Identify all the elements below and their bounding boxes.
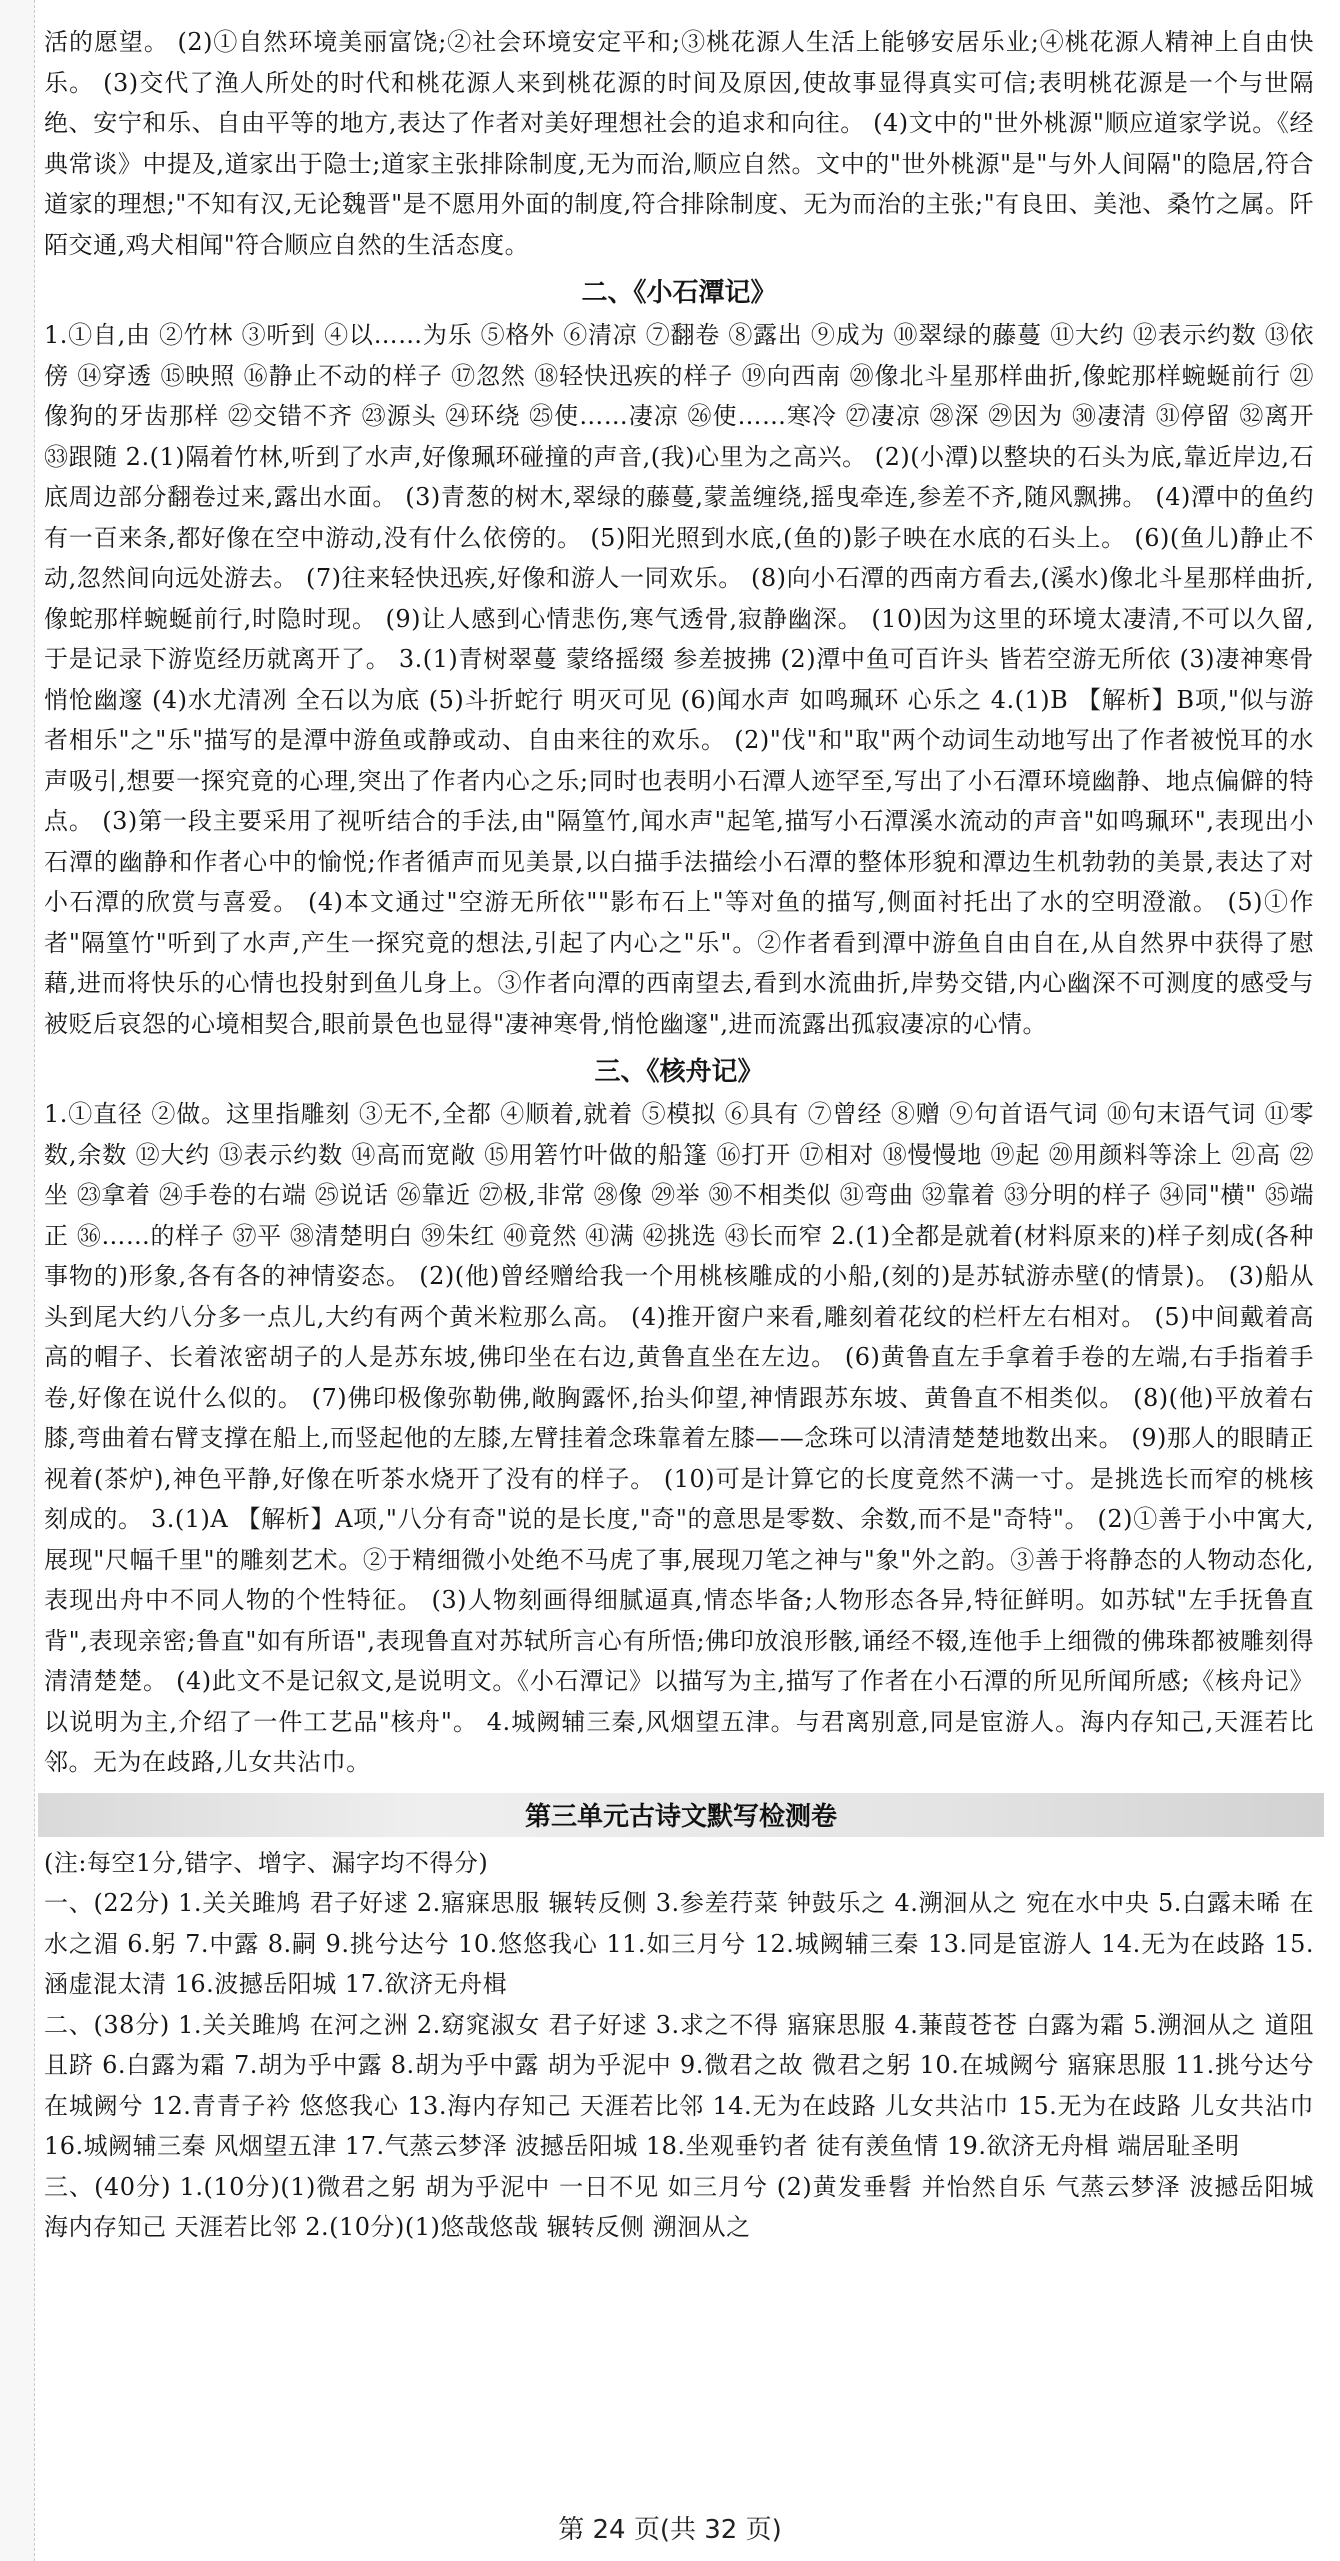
section2-heading: 二、《小石潭记》 — [581, 278, 777, 308]
binding-margin — [0, 0, 35, 2561]
answer-page — [44, 22, 1323, 2248]
unit-test-banner — [38, 1793, 1324, 1837]
unit-test-answers: (注:每空1分,错字、增字、漏字均不得分) 一、(22分) 1.关关雎鸠 君子好逑 2.寤寐思服 辗转反侧 3.参差荇菜 钟鼓乐之 4.溯洄从之 宛在水中央 5.白露未晞 在水之湄 6.躬 7.中露 8.嗣 9.挑兮达兮 10.悠悠我心 11.如三月兮 12.城阙辅三秦 13.同是宦游人 14.无为在歧路 15.涵虚混太清 16.波撼岳阳城 17.欲济无舟楫 二、(38分) 1.关关雎鸠 在河之洲 2.窈窕淑女 君子好逑 3.求之不得 寤寐思服 4.蒹葭苍苍 白露为霜 5.溯洄从之 道阻且跻 6.白露为霜 7.胡为乎中露 8.胡为乎中露 胡为乎泥中 9.微君之故 微君之躬 10.在城阙兮 寤寐思服 11.挑兮达兮 在城阙兮 12.青青子衿 悠悠我心 13.海内存知己 天涯若比邻 14.无为在歧路 儿女共沾巾 15.无为在歧路 儿女共沾巾 16.城阙辅三秦 风烟望五津 17.气蒸云梦泽 波撼岳阳城 18.坐观垂钓者 徒有羡鱼情 19.欲济无舟楫 端居耻圣明 三、(40分) 1.(10分)(1)微君之躬 胡为乎泥中 一日不见 如三月兮 (2)黄发垂髫 并怡然自乐 气蒸云梦泽 波撼岳阳城 海内存知己 天涯若比邻 2.(10分)(1)悠哉悠哉 辗转反侧 溯洄从之 — [44, 1848, 1314, 2241]
section3-heading: 三、《核舟记》 — [594, 1057, 764, 1087]
page-number: 第 24 页(共 32 页) — [558, 2515, 782, 2545]
unit-test-title: 第三单元古诗文默写检测卷 — [524, 1802, 837, 1832]
section1-continued-text: 活的愿望。 (2)①自然环境美丽富饶;②社会环境安定平和;③桃花源人生活上能够安居乐业;④桃花源人精神上自由快乐。 (3)交代了渔人所处的时代和桃花源人来到桃花源的时间及原因,使故事显得真实可信;表明桃花源是一个与世隔绝、安宁和乐、自由平等的地方,表达了作者对美好理想社会的追求和向往。 (4)文中的"世外桃源"顺应道家学说。《经典常谈》中提及,道家出于隐士;道家主张排除制度,无为而治,顺应自然。文中的"世外桃源"是"与外人间隔"的隐居,符合道家的理想;"不知有汉,无论魏晋"是不愿用外面的制度,符合排除制度、无为而治的主张;"有良田、美池、桑竹之属。阡陌交通,鸡犬相闻"符合顺应自然的生活态度。 — [44, 28, 1315, 259]
section2-answers: 1.①自,由 ②竹林 ③听到 ④以……为乐 ⑤格外 ⑥清凉 ⑦翻卷 ⑧露出 ⑨成为 ⑩翠绿的藤蔓 ⑪大约 ⑫表示约数 ⑬依傍 ⑭穿透 ⑮映照 ⑯静止不动的样子 ⑰忽然 ⑱轻快迅疾的样子 ⑲向西南 ⑳像北斗星那样曲折,像蛇那样蜿蜒前行 ㉑像狗的牙齿那样 ㉒交错不齐 ㉓源头 ㉔环绕 ㉕使……凄凉 ㉖使……寒冷 ㉗凄凉 ㉘深 ㉙因为 ㉚凄清 ㉛停留 ㉜离开 ㉝跟随 2.(1)隔着竹林,听到了水声,好像珮环碰撞的声音,(我)心里为之高兴。 (2)(小潭)以整块的石头为底,靠近岸边,石底周边部分翻卷过来,露出水面。 (3)青葱的树木,翠绿的藤蔓,蒙盖缠绕,摇曳牵连,参差不齐,随风飘拂。 (4)潭中的鱼约有一百来条,都好像在空中游动,没有什么依傍的。 (5)阳光照到水底,(鱼的)影子映在水底的石头上。 (6)(鱼儿)静止不动,忽然间向远处游去。 (7)往来轻快迅疾,好像和游人一同欢乐。 (8)向小石潭的西南方看去,(溪水)像北斗星那样曲折,像蛇那样蜿蜒前行,时隐时现。 (9)让人感到心情悲伤,寒气透骨,寂静幽深。 (10)因为这里的环境太凄清,不可以久留,于是记录下游览经历就离开了。 3.(1)青树翠蔓 蒙络摇缀 参差披拂 (2)潭中鱼可百许头 皆若空游无所依 (3)凄神寒骨 悄怆幽邃 (4)水尤清冽 全石以为底 (5)斗折蛇行 明灭可见 (6)闻水声 如鸣珮环 心乐之 4.(1)B 【解析】B项,"似与游者相乐"之"乐"描写的是潭中游鱼或静或动、自由来往的欢乐。 (2)"伐"和"取"两个动词生动地写出了作者被悦耳的水声吸引,想要一探究竟的心理,突出了作者内心之乐;同时也表明小石潭人迹罕至,写出了小石潭环境幽静、地点偏僻的特点。 (3)第一段主要采用了视听结合的手法,由"隔篁竹,闻水声"起笔,描写小石潭溪水流动的声音"如鸣珮环",表现出小石潭的幽静和作者心中的愉悦;作者循声而见美景,以白描手法描绘小石潭的整体形貌和潭边生机勃勃的美景,表达了对小石潭的欣赏与喜爱。 (4)本文通过"空游无所依""影布石上"等对鱼的描写,侧面衬托出了水的空明澄澈。 (5)①作者"隔篁竹"听到了水声,产生一探究竟的想法,引起了内心之"乐"。②作者看到潭中游鱼自由自在,从自然界中获得了慰藉,进而将快乐的心情也投射到鱼儿身上。③作者向潭的西南望去,看到水流曲折,岸势交错,内心幽深不可测度的感受与被贬后哀怨的心境相契合,眼前景色也显得"凄神寒骨,悄怆幽邃",进而流露出孤寂凄凉的心情。 — [44, 321, 1323, 1038]
section3-answers: 1.①直径 ②做。这里指雕刻 ③无不,全都 ④顺着,就着 ⑤模拟 ⑥具有 ⑦曾经 ⑧赠 ⑨句首语气词 ⑩句末语气词 ⑪零数,余数 ⑫大约 ⑬表示约数 ⑭高而宽敞 ⑮用箬竹叶做的船篷 ⑯打开 ⑰相对 ⑱慢慢地 ⑲起 ⑳用颜料等涂上 ㉑高 ㉒坐 ㉓拿着 ㉔手卷的右端 ㉕说话 ㉖靠近 ㉗极,非常 ㉘像 ㉙举 ㉚不相类似 ㉛弯曲 ㉜靠着 ㉝分明的样子 ㉞同"横" ㉟端正 ㊱……的样子 ㊲平 ㊳清楚明白 ㊴朱红 ㊵竟然 ㊶满 ㊷挑选 ㊸长而窄 2.(1)全都是就着(材料原来的)样子刻成(各种事物的)形象,各有各的神情姿态。 (2)(他)曾经赠给我一个用桃核雕成的小船,(刻的)是苏轼游赤壁(的情景)。 (3)船从头到尾大约八分多一点儿,大约有两个黄米粒那么高。 (4)推开窗户来看,雕刻着花纹的栏杆左右相对。 (5)中间戴着高高的帽子、长着浓密胡子的人是苏东坡,佛印坐在右边,黄鲁直坐在左边。 (6)黄鲁直左手拿着手卷的左端,右手指着手卷,好像在说什么似的。 (7)佛印极像弥勒佛,敞胸露怀,抬头仰望,神情跟苏东坡、黄鲁直不相类似。 (8)(他)平放着右膝,弯曲着右臂支撑在船上,而竖起他的左膝,左臂挂着念珠靠着左膝——念珠可以清清楚楚地数出来。 (9)那人的眼睛正视着(茶炉),神色平静,好像在听茶水烧开了没有的样子。 (10)可是计算它的长度竟然不满一寸。是挑选长而窄的桃核刻成的。 3.(1)A 【解析】A项,"八分有奇"说的是长度,"奇"的意思是零数、余数,而不是"奇特"。 (2)①善于小中寓大,展现"尺幅千里"的雕刻艺术。②于精细微小处绝不马虎了事,展现刀笔之神与"象"外之韵。③善于将静态的人物动态化,表现出舟中不同人物的个性特征。 (3)人物刻画得细腻逼真,情态毕备;人物形态各异,特征鲜明。如苏轼"左手抚鲁直背",表现亲密;鲁直"如有所语",表现鲁直对苏轼所言心有所悟;佛印放浪形骸,诵经不辍,连他手上细微的佛珠都被雕刻得清清楚楚。 (4)此文不是记叙文,是说明文。《小石潭记》以描写为主,描写了作者在小石潭的所见所闻所感;《核舟记》以说明为主,介绍了一件工艺品"核舟"。 4.城阙辅三秦,风烟望五津。与君离别意,同是宦游人。海内存知己,天涯若比邻。无为在歧路,儿女共沾巾。 — [44, 1100, 1314, 1776]
